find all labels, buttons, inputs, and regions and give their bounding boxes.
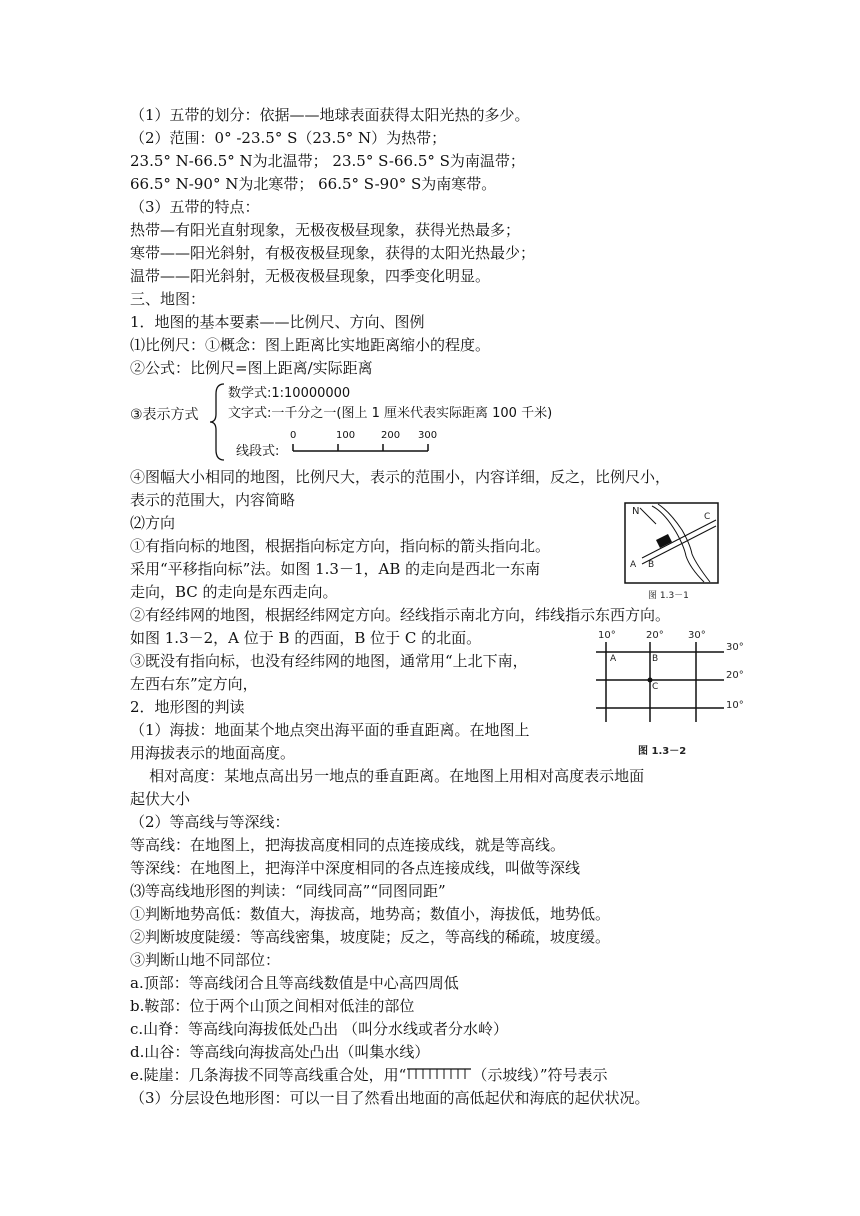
text-line: ①判断地势高低：数值大，海拔高，地势高；数值小，海拔低，地势低。	[130, 905, 611, 923]
scale-tick-label: 0	[290, 430, 297, 441]
scale-verbal: 文字式:一千分之一(图上 1 厘米代表实际距离 100 千米)	[228, 406, 553, 421]
text-line: 等深线：在地图上，把海洋中深度相同的各点连接成线，叫做等深线	[130, 859, 581, 877]
scale-figure-label: ③表示方式	[130, 407, 199, 423]
scale-numeric: 数学式:1:10000000	[228, 386, 351, 401]
text-line: 相对高度：某地点高出另一地点的垂直距离。在地图上用相对高度表示地面	[130, 767, 645, 785]
point-label: C	[652, 682, 659, 692]
text-line: （1）五带的划分：依据——地球表面获得太阳光热的多少。	[130, 106, 530, 124]
text-span: （示坡线）”符号表示	[472, 1066, 608, 1084]
latitude-label: 20°	[726, 670, 744, 681]
longitude-label: 10°	[598, 630, 616, 641]
text-line: 2．地形图的判读	[130, 698, 245, 716]
scale-linear-label: 线段式:	[236, 444, 280, 459]
text-line: （1）海拔：地面某个地点突出海平面的垂直距离。在地图上	[130, 721, 530, 739]
text-line: ①有指向标的地图，根据指向标定方向，指向标的箭头指向北。	[130, 537, 551, 555]
brace-icon	[208, 382, 228, 462]
scale-tick-label: 100	[336, 430, 356, 441]
text-line: 等高线：在地图上，把海拔高度相同的点连接成线，就是等高线。	[130, 836, 566, 854]
longitude-label: 30°	[688, 630, 706, 641]
point-label: A	[630, 560, 637, 570]
text-line: ②公式：比例尺=图上距离/实际距离	[130, 359, 373, 377]
figure-caption: 图 1.3－2	[638, 746, 687, 757]
text-line: （2）等高线与等深线：	[130, 813, 290, 831]
longitude-label: 20°	[646, 630, 664, 641]
scale-figure	[130, 380, 610, 464]
text-line: 采用“平移指向标”法。如图 1.3－1，AB 的走向是西北一东南	[130, 560, 541, 578]
text-line: （3）分层设色地形图：可以一目了然看出地面的高低起伏和海底的起伏状况。	[130, 1089, 650, 1107]
text-line: 起伏大小	[130, 790, 191, 808]
figure-caption: 图 1.3－1	[648, 591, 689, 601]
text-line: b.鞍部：位于两个山顶之间相对低洼的部位	[130, 997, 415, 1015]
figure-1-3-1	[624, 502, 720, 601]
text-line: a.顶部：等高线闭合且等高线数值是中心高四周低	[130, 974, 459, 992]
figure-1-3-2	[596, 628, 756, 760]
text-line: d.山谷：等高线向海拔高处凸出（叫集水线）	[130, 1043, 430, 1061]
text-line: 用海拔表示的地面高度。	[130, 744, 296, 762]
text-line: ④图幅大小相同的地图，比例尺大，表示的范围小，内容详细，反之，比例尺小，	[130, 468, 671, 486]
text-line: 热带—有阳光直射现象，无极夜极昼现象，获得光热最多；	[130, 221, 521, 239]
linear-scale-bar	[292, 442, 432, 454]
text-line: ③既没有指向标，也没有经纬网的地图，通常用“上北下南，	[130, 652, 528, 670]
text-line	[130, 1064, 608, 1086]
point-label: B	[648, 560, 655, 570]
point-label: C	[704, 512, 711, 522]
text-line: 走向，BC 的走向是东西走向。	[130, 583, 338, 601]
text-line: （3）五带的特点：	[130, 198, 260, 216]
text-line: ③判断山地不同部位：	[130, 951, 281, 969]
north-label: N	[632, 506, 640, 517]
text-line: ⑴比例尺：①概念：图上距离比实地距离缩小的程度。	[130, 336, 491, 354]
text-line: 温带——阳光斜射，无极夜极昼现象，四季变化明显。	[130, 267, 491, 285]
text-line: c.山脊：等高线向海拔低处凸出 （叫分水线或者分水岭）	[130, 1020, 508, 1038]
text-line: 表示的范围大，内容简略	[130, 491, 296, 509]
text-line: 如图 1.3－2，A 位于 B 的西面，B 位于 C 的北面。	[130, 629, 482, 647]
text-line: ⑶等高线地形图的判读：“同线同高”“同图同距”	[130, 882, 446, 900]
text-line: ⑵方向	[130, 514, 176, 532]
section-heading: 三、地图：	[130, 290, 206, 308]
text-line: 左西右东”定方向，	[130, 675, 258, 693]
latitude-label: 30°	[726, 642, 744, 653]
slope-line-symbol-icon	[406, 1067, 472, 1081]
point-label: B	[652, 654, 659, 664]
point-label: A	[610, 654, 617, 664]
latitude-label: 10°	[726, 700, 744, 711]
text-line: 寒带——阳光斜射，有极夜极昼现象，获得的太阳光热最少；	[130, 244, 536, 262]
text-line: 23.5° N-66.5° N为北温带； 23.5° S-66.5° S为南温带；	[130, 152, 525, 170]
text-span: e.陡崖：几条海拔不同等高线重合处，用“	[130, 1066, 407, 1084]
text-line: 66.5° N-90° N为北寒带； 66.5° S-90° S为南寒带。	[130, 175, 497, 193]
scale-tick-label: 300	[418, 430, 438, 441]
scale-tick-label: 200	[381, 430, 401, 441]
text-line: 1．地图的基本要素——比例尺、方向、图例	[130, 313, 425, 331]
text-line: （2）范围：0° -23.5° S（23.5° N）为热带；	[130, 129, 447, 147]
text-line: ②有经纬网的地图，根据经纬网定方向。经线指示南北方向，纬线指示东西方向。	[130, 606, 671, 624]
text-line: ②判断坡度陡缓：等高线密集，坡度陡；反之，等高线的稀疏，坡度缓。	[130, 928, 611, 946]
